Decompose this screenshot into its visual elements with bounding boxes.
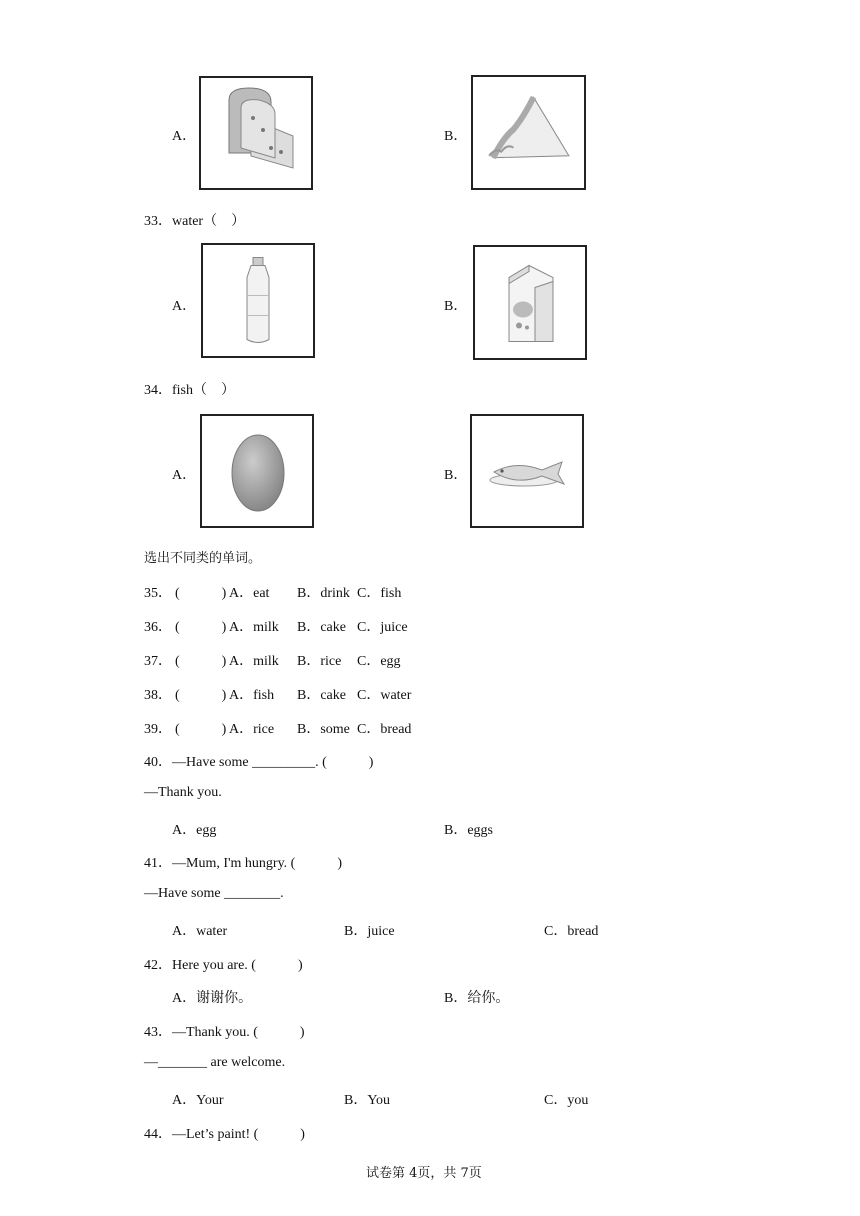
q44-stem: 44．—Let’s paint! ( ) bbox=[144, 1127, 305, 1142]
q42-option-a: A．谢谢你。 bbox=[172, 991, 253, 1006]
q43-response: —_______ are welcome. bbox=[144, 1055, 286, 1070]
milk-carton-icon bbox=[473, 245, 587, 360]
q40-option-b: B．eggs bbox=[444, 823, 493, 838]
q33-option-a-letter: A． bbox=[172, 299, 197, 314]
q41-option-c: C．bread bbox=[544, 924, 599, 939]
q43-stem: 43．—Thank you. ( ) bbox=[144, 1025, 305, 1040]
page-footer: 试卷第 4页，共 7页 bbox=[366, 1166, 482, 1181]
q34-stem: 34．fish（ ） bbox=[144, 383, 235, 398]
q41-option-b: B．juice bbox=[344, 924, 395, 939]
section-title: 选出不同类的单词。 bbox=[144, 551, 262, 566]
q33-stem: 33．water（ ） bbox=[144, 214, 246, 229]
egg-icon bbox=[200, 414, 314, 528]
q42-stem: 42．Here you are. ( ) bbox=[144, 958, 303, 973]
q41-stem: 41．—Mum, I'm hungry. ( ) bbox=[144, 856, 342, 871]
q33-option-b-letter: B． bbox=[444, 299, 468, 314]
q40-option-a: A．egg bbox=[172, 823, 217, 838]
q42-option-b: B．给你。 bbox=[444, 991, 510, 1006]
bread-loaf-icon bbox=[199, 76, 313, 190]
q32-option-a-letter: A． bbox=[172, 129, 197, 144]
q43-option-b: B．You bbox=[344, 1093, 391, 1108]
q40-stem: 40．—Have some _________. ( ) bbox=[144, 755, 374, 770]
q41-response: —Have some ________. bbox=[144, 886, 284, 901]
sandwich-icon bbox=[471, 75, 586, 190]
q34-option-b-letter: B． bbox=[444, 468, 468, 483]
q41-option-a: A．water bbox=[172, 924, 228, 939]
water-bottle-icon bbox=[201, 243, 315, 358]
fish-plate-icon bbox=[470, 414, 584, 528]
q43-option-a: A．Your bbox=[172, 1093, 224, 1108]
q34-option-a-letter: A． bbox=[172, 468, 197, 483]
q43-option-c: C．you bbox=[544, 1093, 589, 1108]
q32-option-b-letter: B． bbox=[444, 129, 468, 144]
q40-response: —Thank you. bbox=[144, 785, 222, 800]
